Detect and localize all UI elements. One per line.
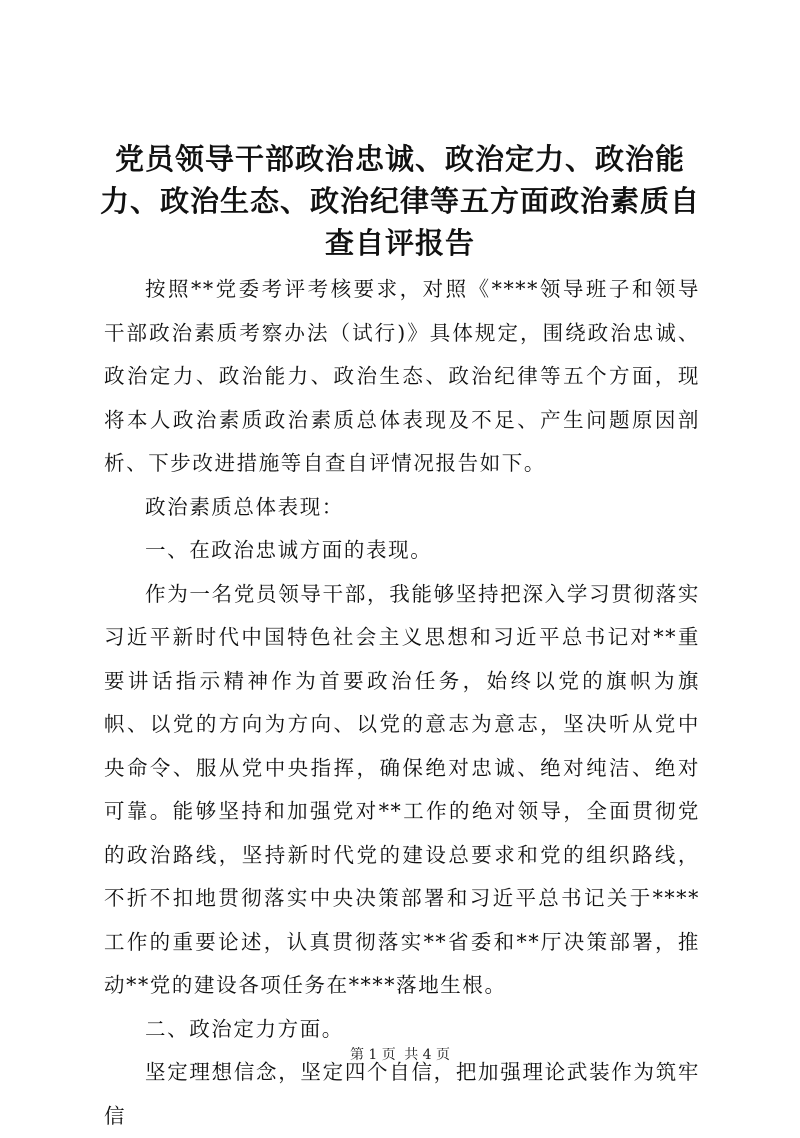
document-body [104,268,700,1138]
document-title: 党员领导干部政治忠诚、政治定力、政治能力、政治生态、政治纪律等五方面政治素质自查自评报告 [100,142,701,260]
page-footer [0,1045,800,1065]
paragraph-section-two-heading: 二、政治定力方面。 [145,1016,344,1041]
paragraph-section-two-body: 坚定理想信念，坚定四个自信，把加强理论武装作为筑牢信 [104,1060,700,1128]
paragraph-intro: 按照**党委考评考核要求，对照《****领导班子和领导干部政治素质考察办法（试行)》具体规定，围绕政治忠诚、政治定力、政治能力、政治生态、政治纪律等五个方面，现将本人政治素质政治素质总体表现及不足、产生问题原因剖析、下步改进措施等自查自评情况报告如下。 [104,277,700,475]
page-number: 第 1 页 [349,1047,396,1063]
paragraph-overall-heading: 政治素质总体表现： [145,494,344,519]
paragraph-section-one-heading: 一、在政治忠诚方面的表现。 [145,538,433,562]
paragraph-section-one-body: 作为一名党员领导干部，我能够坚持把深入学习贯彻落实习近平新时代中国特色社会主义思想和习近平总书记对**重要讲话指示精神作为首要政治任务，始终以党的旗帜为旗帜、以党的方向为方向、以党的意志为意志，坚决听从党中央命令、服从党中央指挥，确保绝对忠诚、绝对纯洁、绝对可靠。能够坚持和加强党对**工作的绝对领导，全面贯彻党的政治路线，坚持新时代党的建设总要求和党的组织路线，不折不扣地贯彻落实中央决策部署和习近平总书记关于****工作的重要论述，认真贯彻落实**省委和**厅决策部署，推动**党的建设各项任务在****落地生根。 [104,581,700,997]
total-pages: 共 4 页 [404,1047,451,1063]
